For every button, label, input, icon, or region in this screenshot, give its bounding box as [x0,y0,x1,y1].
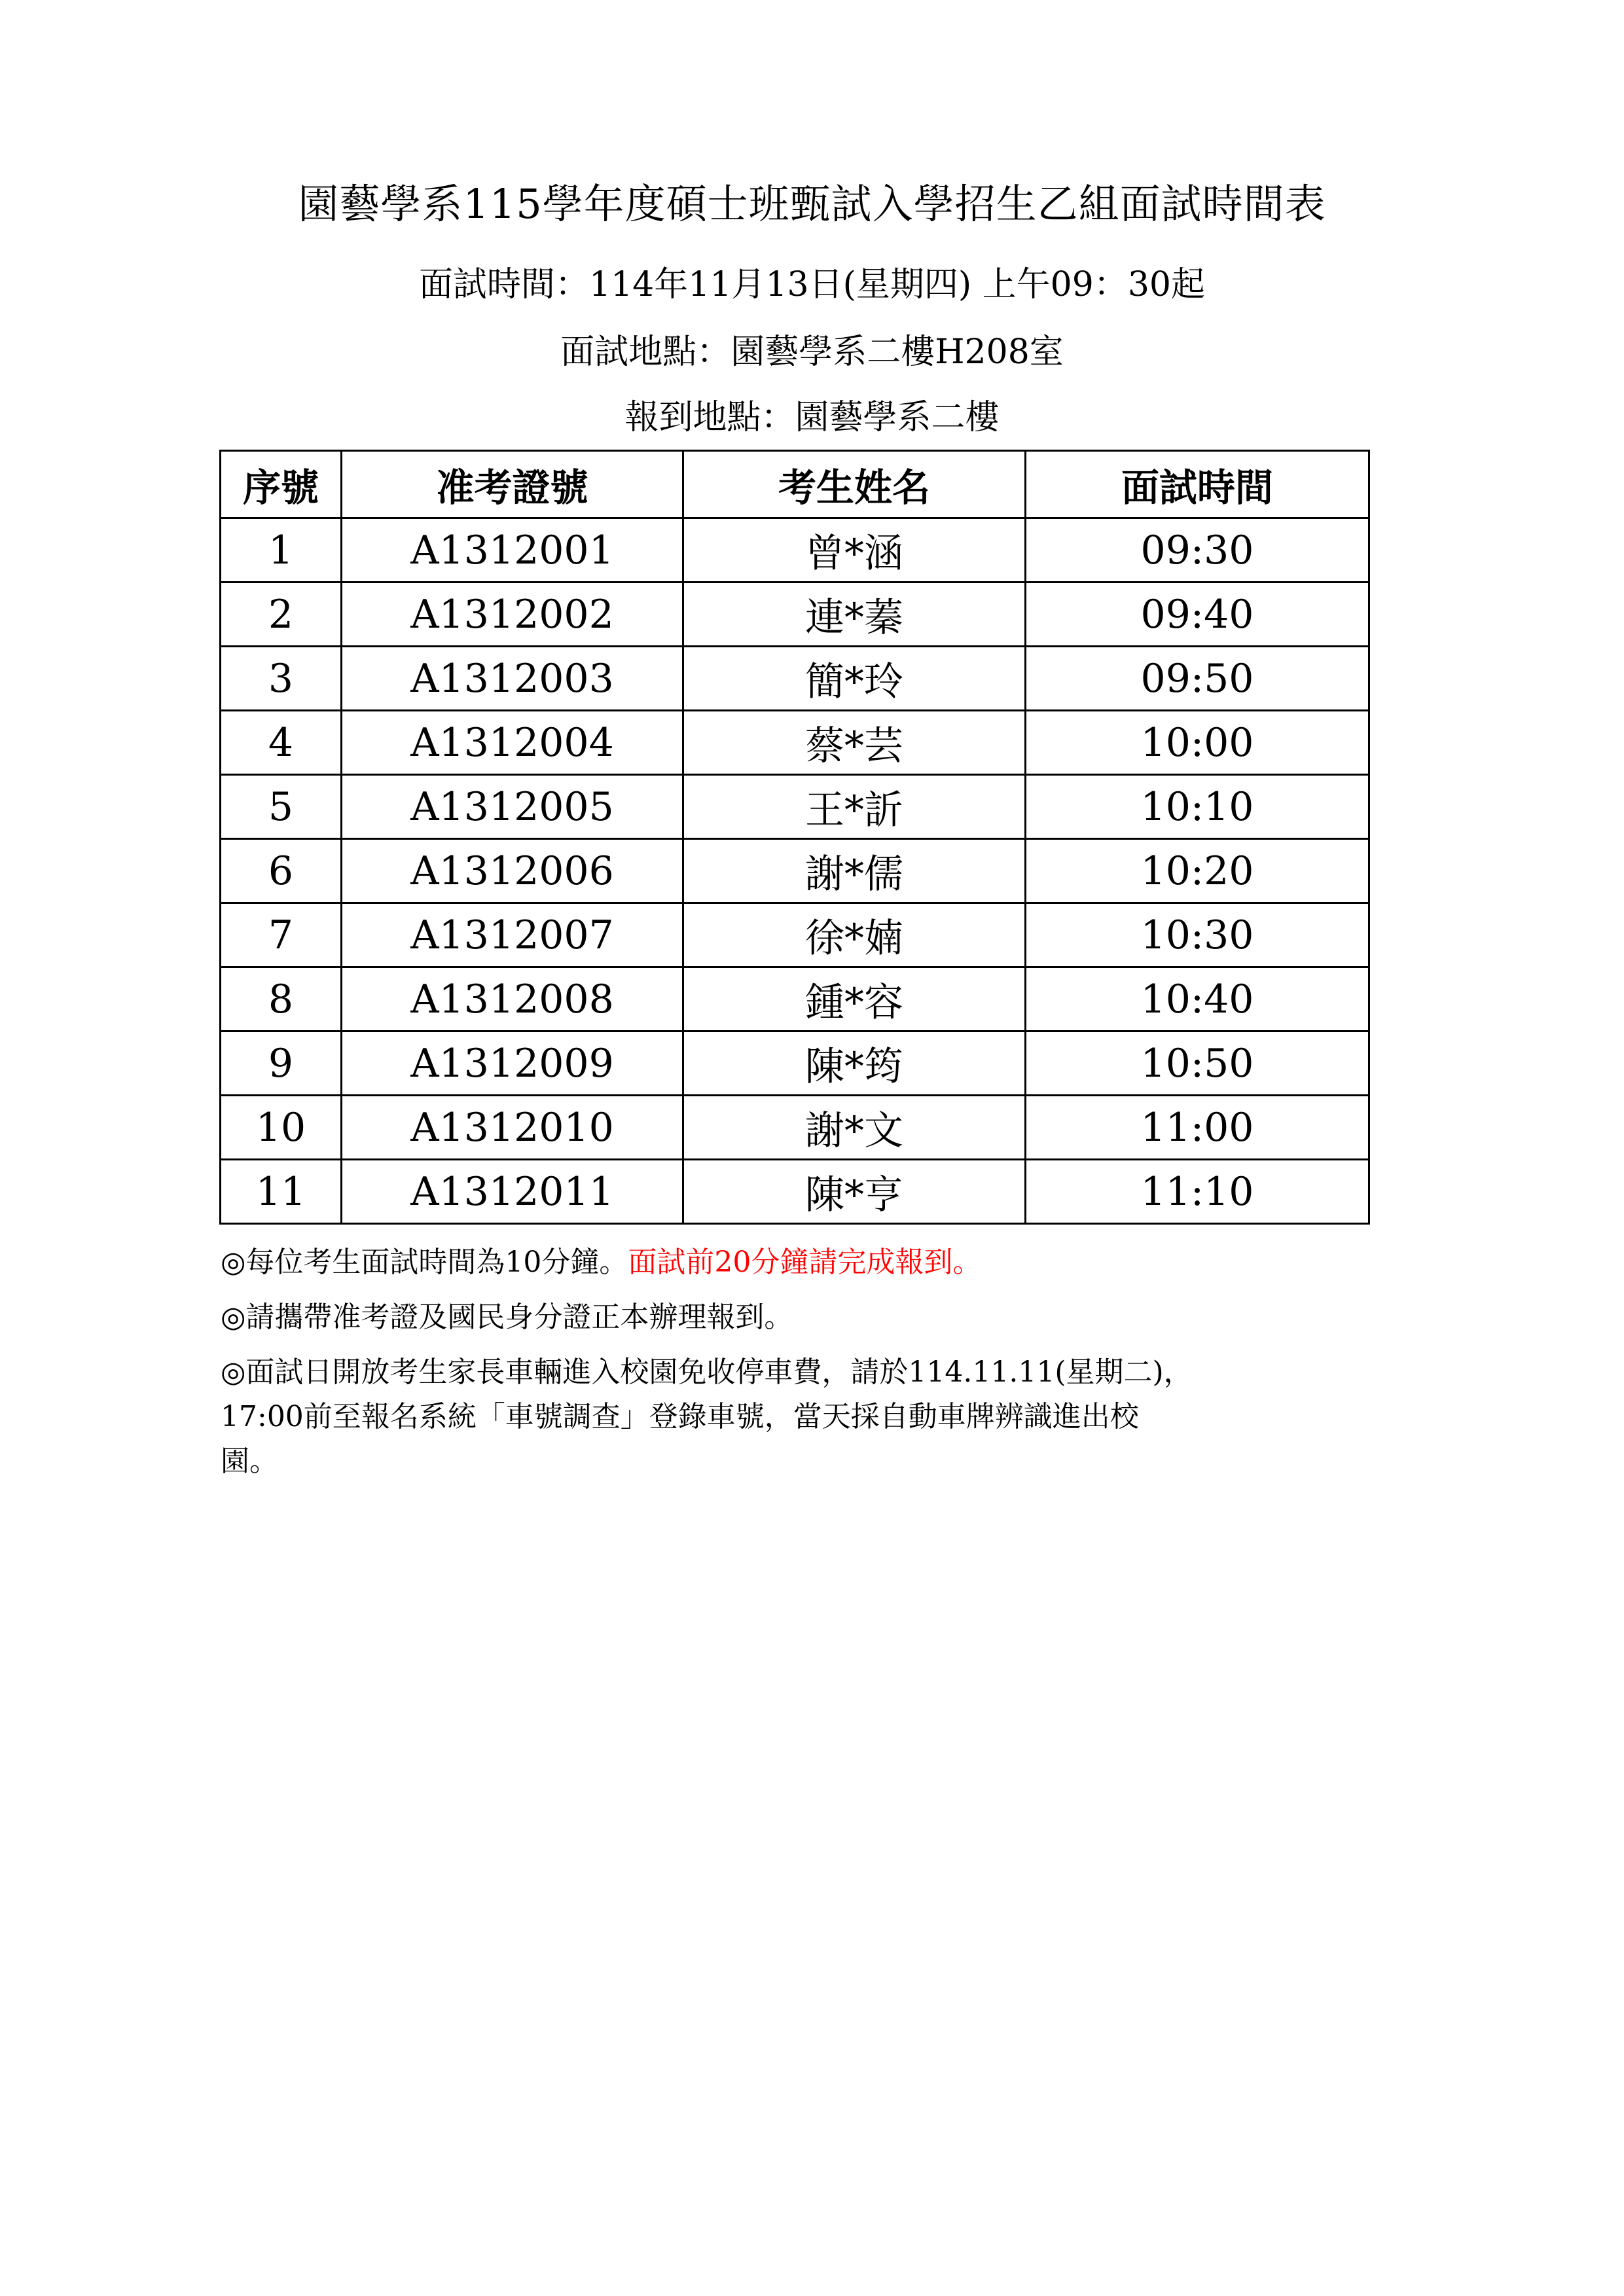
cell-seq: 2 [221,583,342,647]
cell-exam-id: A1312007 [342,903,683,967]
cell-name: 謝*文 [683,1096,1026,1160]
cell-exam-id: A1312004 [342,711,683,775]
table-row [221,647,1369,711]
note-parking-line-2: 17:00前至報名系統「車號調查」登錄車號，當天採自動車牌辨識進出校 [221,1400,1139,1433]
cell-time: 09:30 [1026,518,1369,583]
note-bring-documents: ◎請攜帶准考證及國民身分證正本辦理報到。 [221,1300,793,1334]
column-header-seq: 序號 [221,451,342,518]
cell-name: 連*蓁 [683,583,1026,647]
cell-exam-id: A1312011 [342,1160,683,1224]
cell-time: 10:00 [1026,711,1369,775]
cell-seq: 1 [221,518,342,583]
table-row [221,903,1369,967]
cell-time: 10:50 [1026,1031,1369,1096]
table-row [221,1160,1369,1224]
cell-name: 謝*儒 [683,839,1026,903]
cell-exam-id: A1312002 [342,583,683,647]
cell-exam-id: A1312008 [342,967,683,1031]
table-row [221,1096,1369,1160]
table-row [221,967,1369,1031]
cell-name: 徐*婻 [683,903,1026,967]
cell-exam-id: A1312009 [342,1031,683,1096]
note-duration-text: ◎每位考生面試時間為10分鐘。 [221,1246,628,1279]
notes-section [221,1240,1373,1494]
cell-time: 09:50 [1026,647,1369,711]
cell-name: 簡*玲 [683,647,1026,711]
cell-seq: 7 [221,903,342,967]
table-row [221,775,1369,839]
cell-time: 10:30 [1026,903,1369,967]
cell-time: 10:40 [1026,967,1369,1031]
column-header-name: 考生姓名 [683,451,1026,518]
cell-time: 10:20 [1026,839,1369,903]
table-row [221,518,1369,583]
cell-seq: 6 [221,839,342,903]
cell-seq: 11 [221,1160,342,1224]
cell-name: 王*訢 [683,775,1026,839]
note-parking-line-1: ◎面試日開放考生家長車輛進入校園免收停車費，請於114.11.11(星期二)， [221,1355,1193,1389]
table-row [221,583,1369,647]
interview-location-line: 面試地點：園藝學系二樓H208室 [560,332,1064,372]
cell-seq: 9 [221,1031,342,1096]
cell-exam-id: A1312010 [342,1096,683,1160]
note-parking-line-3: 園。 [221,1444,278,1478]
cell-time: 11:00 [1026,1096,1369,1160]
note-interview-duration [221,1240,1373,1285]
cell-seq: 3 [221,647,342,711]
cell-name: 蔡*芸 [683,711,1026,775]
cell-name: 陳*筠 [683,1031,1026,1096]
table-row [221,1031,1369,1096]
document-title: 園藝學系115學年度碩士班甄試入學招生乙組面試時間表 [298,180,1326,228]
table-header-row [221,451,1369,518]
interview-time-line: 面試時間：114年11月13日(星期四) 上午09：30起 [418,265,1206,304]
cell-name: 鍾*容 [683,967,1026,1031]
cell-seq: 8 [221,967,342,1031]
cell-seq: 10 [221,1096,342,1160]
cell-exam-id: A1312005 [342,775,683,839]
cell-name: 陳*亨 [683,1160,1026,1224]
cell-time: 09:40 [1026,583,1369,647]
cell-time: 11:10 [1026,1160,1369,1224]
cell-exam-id: A1312006 [342,839,683,903]
cell-exam-id: A1312003 [342,647,683,711]
column-header-time: 面試時間 [1026,451,1369,518]
note-report-warning: 面試前20分鐘請完成報到。 [628,1246,982,1279]
cell-seq: 5 [221,775,342,839]
interview-schedule-table [219,450,1370,1225]
cell-exam-id: A1312001 [342,518,683,583]
cell-time: 10:10 [1026,775,1369,839]
cell-seq: 4 [221,711,342,775]
report-location-line: 報到地點：園藝學系二樓 [624,398,1000,437]
cell-name: 曾*涵 [683,518,1026,583]
table-row [221,839,1369,903]
note-parking [221,1350,1373,1484]
column-header-exam-id: 准考證號 [342,451,683,518]
table-row [221,711,1369,775]
